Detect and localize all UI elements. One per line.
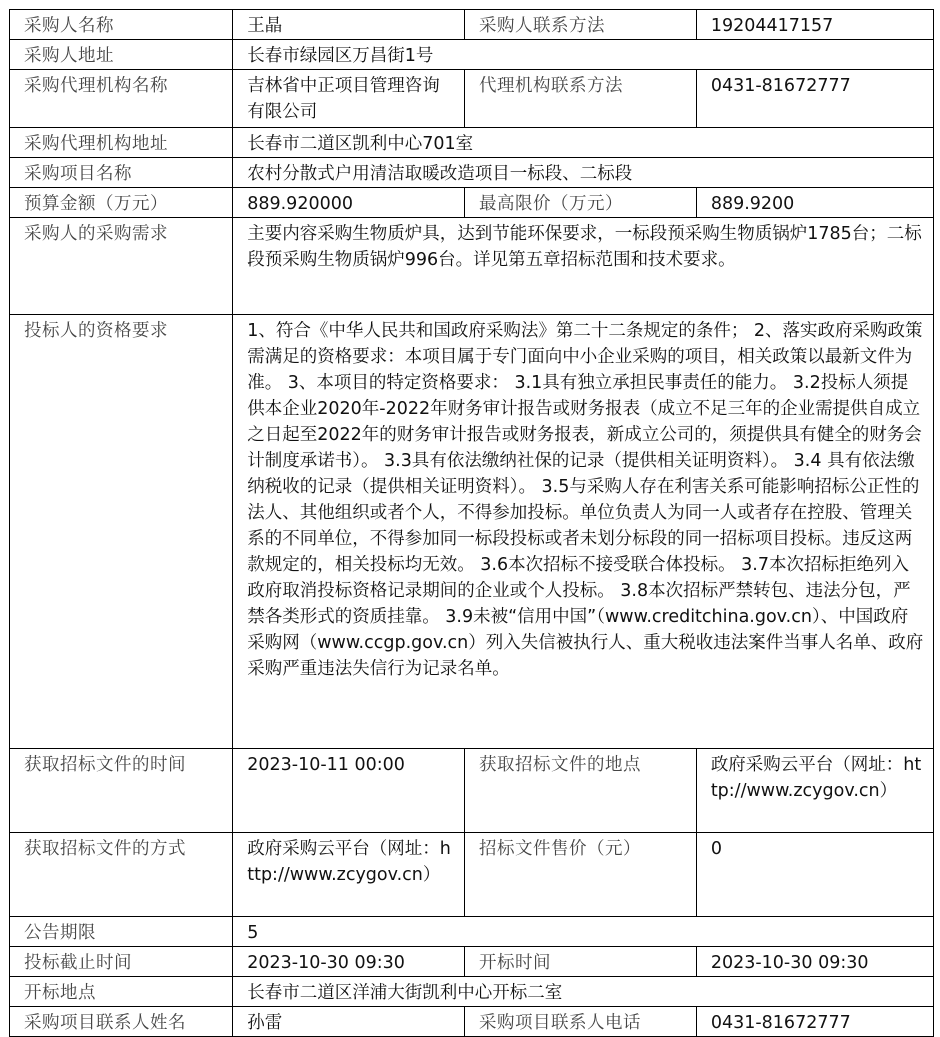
project-name-value: 农村分散式户用清洁取暖改造项目一标段、二标段 (233, 158, 934, 188)
table-row (10, 70, 934, 128)
table-row (10, 315, 934, 749)
agency-contact-label: 代理机构联系方法 (465, 70, 697, 128)
opening-place-value: 长春市二道区洋浦大街凯利中心开标二室 (233, 977, 934, 1007)
project-name-label: 采购项目名称 (10, 158, 233, 188)
qualification-label: 投标人的资格要求 (10, 315, 233, 749)
table-row (10, 833, 934, 917)
max-price-label: 最高限价（万元） (465, 188, 697, 218)
table-row (10, 188, 934, 218)
table-row (10, 128, 934, 158)
table-row (10, 1007, 934, 1037)
doc-method-value: 政府采购云平台（网址：http://www.zcygov.cn） (233, 833, 465, 917)
agency-name-value: 吉林省中正项目管理咨询有限公司 (233, 70, 465, 128)
doc-price-value: 0 (696, 833, 933, 917)
contact-phone-value: 0431-81672777 (696, 1007, 933, 1037)
budget-value: 889.920000 (233, 188, 465, 218)
buyer-name-label: 采购人名称 (10, 10, 233, 40)
buyer-address-label: 采购人地址 (10, 40, 233, 70)
buyer-address-value: 长春市绿园区万昌街1号 (233, 40, 934, 70)
deadline-label: 投标截止时间 (10, 947, 233, 977)
table-row (10, 977, 934, 1007)
agency-contact-value: 0431-81672777 (696, 70, 933, 128)
doc-place-value: 政府采购云平台（网址：http://www.zcygov.cn） (696, 749, 933, 833)
doc-price-label: 招标文件售价（元） (465, 833, 697, 917)
contact-phone-label: 采购项目联系人电话 (465, 1007, 697, 1037)
requirements-value: 主要内容采购生物质炉具，达到节能环保要求，一标段预采购生物质锅炉1785台；二标段预采购生物质锅炉996台。详见第五章招标范围和技术要求。 (233, 218, 934, 315)
doc-time-value: 2023-10-11 00:00 (233, 749, 465, 833)
qualification-value: 1、符合《中华人民共和国政府采购法》第二十二条规定的条件； 2、落实政府采购政策需满足的资格要求：本项目属于专门面向中小企业采购的项目，相关政策以最新文件为准。 3、本项目的特定资格要求： 3.1具有独立承担民事责任的能力。 3.2投标人须提供本企业2020年-2022年财务审计报告或财务报表（成立不足三年的企业需提供自成立之日起至2022年的财务审计报告或财务报表，新成立公司的，须提供具有健全的财务会计制度承诺书）。 3.3具有依法缴纳社保的记录（提供相关证明资料）。 3.4 具有依法缴纳税收的记录（提供相关证明资料）。 3.5与采购人存在利害关系可能影响招标公正性的法人、其他组织或者个人，不得参加投标。单位负责人为同一人或者存在控股、管理关系的不同单位，不得参加同一标段投标或者未划分标段的同一招标项目投标。违反这两款规定的，相关投标均无效。 3.6本次招标不接受联合体投标。 3.7本次招标拒绝列入政府取消投标资格记录期间的企业或个人投标。 3.8本次招标严禁转包、违法分包，严禁各类形式的资质挂靠。 3.9未被“信用中国”（www.creditchina.gov.cn）、中国政府采购网（www.ccgp.gov.cn）列入失信被执行人、重大税收违法案件当事人名单、政府采购严重违法失信行为记录名单。 (233, 315, 934, 749)
table-row (10, 40, 934, 70)
table-row (10, 10, 934, 40)
max-price-value: 889.9200 (696, 188, 933, 218)
table-row (10, 917, 934, 947)
agency-name-label: 采购代理机构名称 (10, 70, 233, 128)
buyer-contact-value: 19204417157 (696, 10, 933, 40)
contact-name-label: 采购项目联系人姓名 (10, 1007, 233, 1037)
table-row (10, 158, 934, 188)
table-row (10, 947, 934, 977)
doc-place-label: 获取招标文件的地点 (465, 749, 697, 833)
deadline-value: 2023-10-30 09:30 (233, 947, 465, 977)
agency-address-value: 长春市二道区凯利中心701室 (233, 128, 934, 158)
buyer-name-value: 王晶 (233, 10, 465, 40)
procurement-info-table (9, 9, 934, 1037)
buyer-contact-label: 采购人联系方法 (465, 10, 697, 40)
budget-label: 预算金额（万元） (10, 188, 233, 218)
opening-place-label: 开标地点 (10, 977, 233, 1007)
requirements-label: 采购人的采购需求 (10, 218, 233, 315)
opening-time-label: 开标时间 (465, 947, 697, 977)
doc-method-label: 获取招标文件的方式 (10, 833, 233, 917)
agency-address-label: 采购代理机构地址 (10, 128, 233, 158)
contact-name-value: 孙雷 (233, 1007, 465, 1037)
table-row (10, 749, 934, 833)
notice-period-value: 5 (233, 917, 934, 947)
notice-period-label: 公告期限 (10, 917, 233, 947)
doc-time-label: 获取招标文件的时间 (10, 749, 233, 833)
table-row (10, 218, 934, 315)
opening-time-value: 2023-10-30 09:30 (696, 947, 933, 977)
